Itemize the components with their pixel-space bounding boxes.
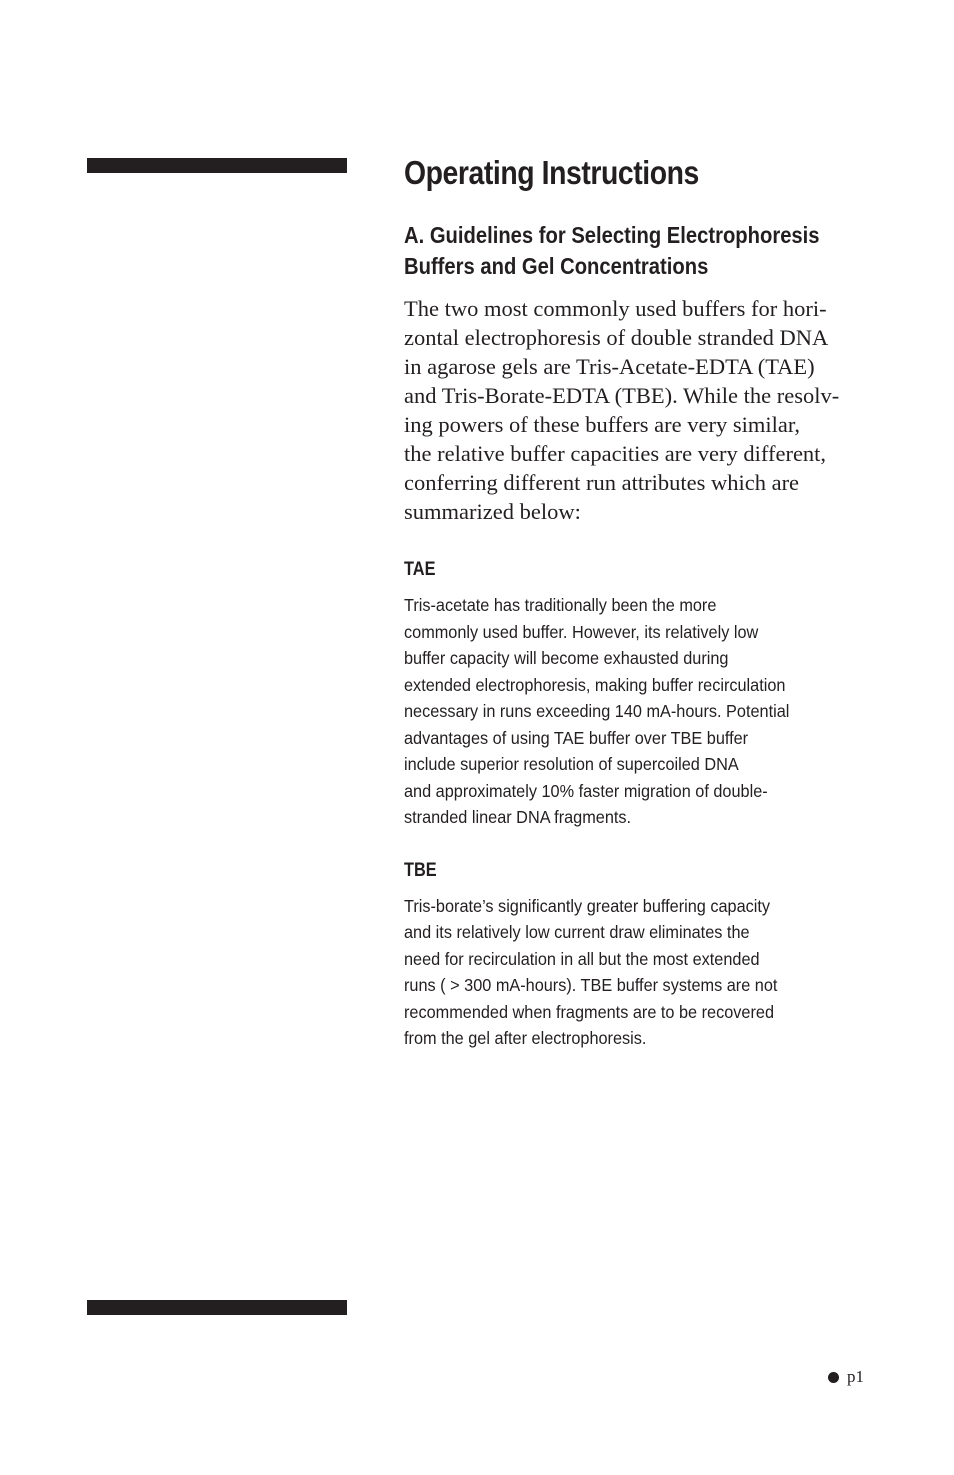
top-rule	[87, 158, 347, 173]
tae-line: buffer capacity will become exhausted during	[404, 648, 729, 668]
intro-line: summarized below:	[404, 499, 581, 524]
main-content	[404, 150, 864, 1052]
page-number	[828, 1366, 864, 1388]
intro-line: and Tris-Borate-EDTA (TBE). While the resolv-	[404, 383, 840, 408]
page-title: Operating Instructions	[404, 154, 699, 191]
tae-line: include superior resolution of supercoiled DNA	[404, 754, 739, 774]
tae-line: Tris-acetate has traditionally been the more	[404, 595, 717, 615]
intro-line: in agarose gels are Tris-Acetate-EDTA (TAE)	[404, 354, 815, 379]
tae-heading: TAE	[404, 559, 436, 580]
section-heading-line: Buffers and Gel Concentrations	[404, 253, 709, 279]
tbe-heading: TBE	[404, 859, 437, 881]
tae-line: commonly used buffer. However, its relatively low	[404, 621, 759, 642]
intro-line: The two most commonly used buffers for hori-	[404, 296, 827, 321]
tbe-line: need for recirculation in all but the most extended	[404, 948, 760, 969]
tae-line: necessary in runs exceeding 140 mA-hours. Potential	[404, 701, 790, 721]
intro-line: zontal electrophoresis of double stranded DNA	[404, 325, 829, 350]
intro-paragraph	[404, 294, 864, 526]
intro-line: ing powers of these buffers are very similar,	[404, 412, 801, 437]
tbe-line: and its relatively low current draw eliminates the	[404, 922, 750, 942]
bullet-icon	[828, 1372, 839, 1383]
section-heading-line: A. Guidelines for Selecting Electrophoresis	[404, 222, 820, 248]
section-heading	[404, 220, 863, 282]
tbe-line: recommended when fragments are to be recovered	[404, 1001, 775, 1022]
page-number-label: p1	[847, 1367, 864, 1386]
tae-line: extended electrophoresis, making buffer recirculation	[404, 674, 786, 695]
intro-line: conferring different run attributes which are	[404, 470, 800, 495]
tae-line: advantages of using TAE buffer over TBE buffer	[404, 727, 749, 748]
tbe-paragraph	[404, 893, 866, 1052]
tbe-line: Tris-borate’s significantly greater buffering capacity	[404, 895, 771, 916]
tbe-line: from the gel after electrophoresis.	[404, 1028, 647, 1048]
tae-paragraph	[404, 592, 866, 831]
intro-line: the relative buffer capacities are very different,	[404, 441, 827, 466]
tbe-line: runs ( > 300 mA-hours). TBE buffer systems are not	[404, 975, 778, 995]
tae-line: stranded linear DNA fragments.	[404, 807, 632, 827]
bottom-rule	[87, 1300, 347, 1315]
tae-line: and approximately 10% faster migration of double-	[404, 780, 768, 801]
